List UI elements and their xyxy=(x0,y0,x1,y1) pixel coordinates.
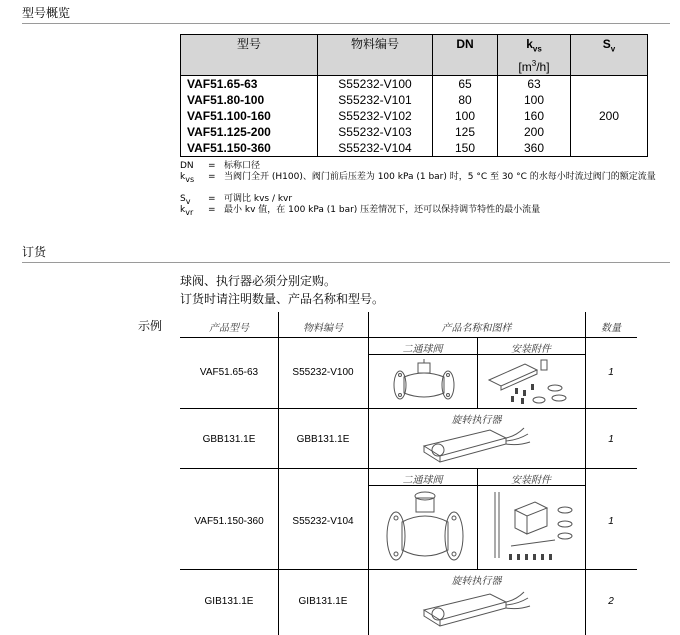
row-1-model: VAF51.65-63 xyxy=(199,367,259,378)
model-overview-table xyxy=(180,34,648,157)
order-example-table xyxy=(180,312,637,635)
table-row: VAF51.100-160 S55232-V102 100 160 xyxy=(181,108,648,124)
order-intro-line-1: 球阀、执行器必须分别定购。 xyxy=(180,274,337,288)
row-4-part-no: GIB131.1E xyxy=(298,596,348,607)
row-3-qty: 1 xyxy=(608,516,614,527)
sv-value: 200 xyxy=(571,76,648,157)
col-header-kvs: $k_{vs}$ $[m^3/h]$ xyxy=(498,35,571,76)
col-header-product-model: 产品型号 xyxy=(209,323,249,334)
table-row: VAF51.150-360 S55232-V104 150 360 xyxy=(181,140,648,157)
row-4-qty: 2 xyxy=(608,596,614,607)
order-intro-line-2: 订货时请注明数量、产品名称和型号。 xyxy=(180,292,385,306)
row-1-sub-accessory: 安装附件 xyxy=(511,344,551,355)
row-3-sub-valve: 二通球阀 xyxy=(402,475,443,486)
row-4-sub-actuator: 旋转执行器 xyxy=(451,576,502,587)
section-divider xyxy=(22,23,670,24)
table-row: VAF51.125-200 S55232-V103 125 200 xyxy=(181,124,648,140)
row-2-sub-actuator: 旋转执行器 xyxy=(451,415,502,426)
row-1-sub-valve: 二通球阀 xyxy=(402,344,443,355)
section-title-overview: 型号概览 xyxy=(22,6,71,20)
row-1-qty: 1 xyxy=(608,367,614,378)
section-divider xyxy=(22,262,670,263)
col-header-model: 型号 xyxy=(181,35,318,76)
ball-valve-drawing xyxy=(382,490,468,566)
ball-valve-drawing xyxy=(390,359,460,405)
row-4-model: GIB131.1E xyxy=(204,596,254,607)
row-3-part-no: S55232-V104 xyxy=(292,516,354,527)
col-header-part-no: 物料编号 xyxy=(318,35,433,76)
col-header-part-no: 物料编号 xyxy=(303,323,343,334)
mounting-kit-drawing xyxy=(485,358,577,406)
row-2-model: GBB131.1E xyxy=(202,434,256,445)
rotary-actuator-drawing xyxy=(420,586,540,632)
table-row: VAF51.65-63 S55232-V100 65 63 200 xyxy=(181,76,648,93)
row-2-part-no: GBB131.1E xyxy=(296,434,350,445)
row-2-qty: 1 xyxy=(608,434,614,445)
rotary-actuator-drawing xyxy=(420,424,540,466)
col-header-qty: 数量 xyxy=(601,323,621,334)
col-header-sv: $S_v$ xyxy=(571,35,648,76)
col-header-name-drawing: 产品名称和图样 xyxy=(441,323,512,334)
col-header-dn: DN xyxy=(433,35,498,76)
section-title-order: 订货 xyxy=(22,245,47,259)
table-row: VAF51.80-100 S55232-V101 80 100 xyxy=(181,92,648,108)
mounting-kit-drawing xyxy=(485,488,581,566)
row-1-part-no: S55232-V100 xyxy=(292,367,354,378)
example-label: 示例 xyxy=(138,319,163,333)
row-3-model: VAF51.150-360 xyxy=(194,516,264,527)
row-3-sub-accessory: 安装附件 xyxy=(511,475,551,486)
